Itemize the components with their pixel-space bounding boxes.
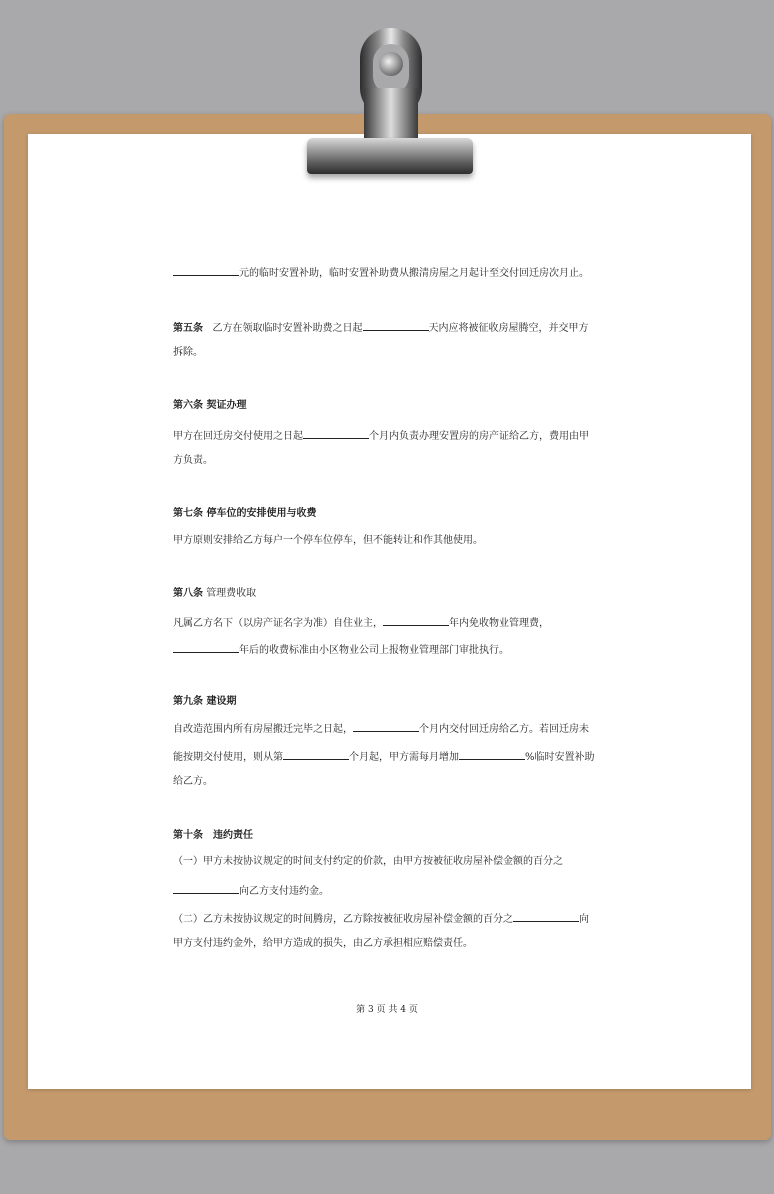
article-5-line-1: 第五条 乙方在领取临时安置补助费之日起 天内应将被征收房屋腾空，并交甲方: [173, 320, 589, 335]
text-line: 元的临时安置补助，临时安置补助费从搬清房屋之月起计至交付回迁房次月止。: [173, 265, 589, 280]
fill-blank: [513, 911, 579, 922]
article-10-para-2-line-1: （二）乙方未按协议规定的时间腾房，乙方除按被征收房屋补偿金额的百分之 向: [173, 911, 589, 926]
article-6-line-1: 甲方在回迁房交付使用之日起 个月内负责办理安置房的房产证给乙方，费用由甲: [173, 428, 589, 443]
article-8-title: 第八条 管理费收取: [173, 588, 257, 599]
fill-blank: [353, 721, 419, 732]
binder-clip-neck: [364, 88, 418, 144]
fill-blank: [363, 320, 429, 331]
fill-blank: [173, 265, 239, 276]
binder-clip-rivet: [379, 52, 403, 76]
article-7-line-1: 甲方原则安排给乙方每户一个停车位停车，但不能转让和作其他使用。: [173, 535, 483, 546]
article-6-title: 第六条 契证办理: [173, 400, 247, 411]
article-10-para-1-line-2: 向乙方支付违约金。: [173, 883, 329, 898]
article-10-title: 第十条 违约责任: [173, 830, 253, 841]
article-9-line-3: 给乙方。: [173, 776, 213, 787]
article-8-line-2: 年后的收费标准由小区物业公司上报物业管理部门审批执行。: [173, 642, 509, 657]
article-9-line-1: 自改造范围内所有房屋搬迁完毕之日起， 个月内交付回迁房给乙方。若回迁房未: [173, 721, 589, 736]
article-5-label: 第五条: [173, 323, 203, 334]
fill-blank: [173, 642, 239, 653]
article-8-label: 第八条: [173, 588, 203, 599]
binder-clip-base: [307, 138, 473, 174]
article-9-title: 第九条 建设期: [173, 696, 237, 707]
article-10-para-2-line-2: 甲方支付违约金外，给甲方造成的损失，由乙方承担相应赔偿责任。: [173, 938, 473, 949]
article-9-line-2: 能按期交付使用，则从第 个月起，甲方需每月增加 %临时安置补助: [173, 749, 595, 764]
fill-blank: [383, 615, 449, 626]
page-number-footer: 第 3 页 共 4 页: [356, 1005, 418, 1015]
fill-blank: [173, 883, 239, 894]
fill-blank: [459, 749, 525, 760]
article-6-line-2: 方负责。: [173, 455, 213, 466]
article-10-para-1-line-1: （一）甲方未按协议规定的时间支付约定的价款，由甲方按被征收房屋补偿金额的百分之: [173, 856, 563, 867]
article-5-line-2: 拆除。: [173, 347, 203, 358]
article-7-title: 第七条 停车位的安排使用与收费: [173, 508, 317, 519]
fill-blank: [303, 428, 369, 439]
fill-blank: [283, 749, 349, 760]
article-8-line-1: 凡属乙方名下（以房产证名字为准）自住业主， 年内免收物业管理费，: [173, 615, 549, 630]
